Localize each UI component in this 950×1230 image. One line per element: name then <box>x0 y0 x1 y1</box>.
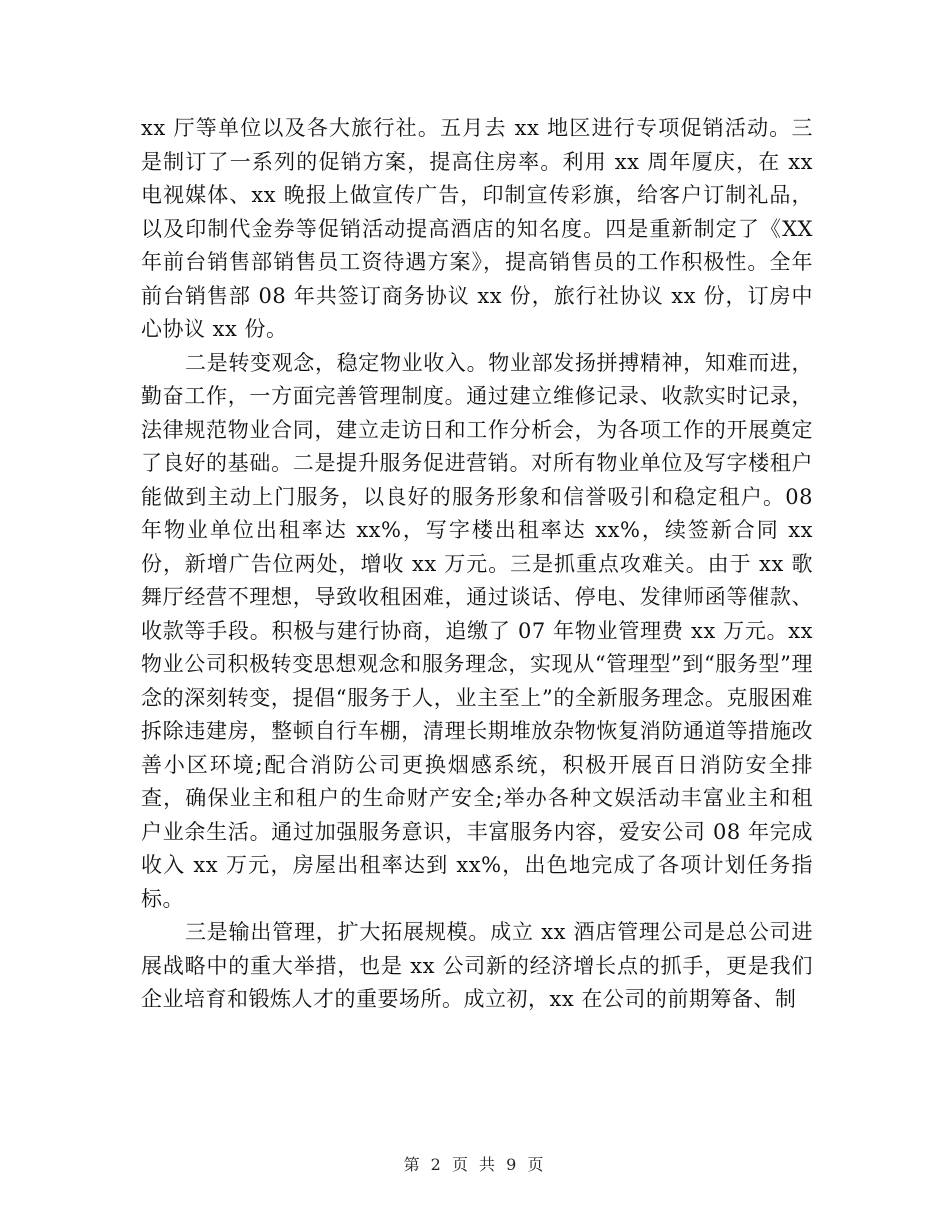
document-body <box>141 112 813 1017</box>
paragraph-continued: xx 厅等单位以及各大旅行社。五月去 xx 地区进行专项促销活动。三是制订了一系列的促销方案，提高住房率。利用 xx 周年厦庆，在 xx 电视媒体、xx 晚报上做宣传广告，印制宣传彩旗，给客户订制礼品，以及印制代金券等促销活动提高酒店的知名度。四是重新制定了《XX 年前台销售部销售员工资待遇方案》，提高销售员的工作积极性。全年前台销售部 08 年共签订商务协议 xx 份，旅行社协议 xx 份，订房中心协议 xx 份。 <box>141 116 813 341</box>
page-footer: 第 2 页 共 9 页 <box>403 1155 547 1174</box>
paragraph-property-income: 二是转变观念，稳定物业收入。物业部发扬拼搏精神，知难而进，勤奋工作，一方面完善管理制度。通过建立维修记录、收款实时记录，法律规范物业合同，建立走访日和工作分析会，为各项工作的开展奠定了良好的基础。二是提升服务促进营销。对所有物业单位及写字楼租户能做到主动上门服务，以良好的服务形象和信誉吸引和稳定租户。08 年物业单位出租率达 xx%，写字楼出租率达 xx%，续签新合同 xx 份，新增广告位两处，增收 xx 万元。三是抓重点攻难关。由于 xx 歌舞厅经营不理想，导致收租困难，通过谈话、停电、发律师函等催款、收款等手段。积极与建行协商，追缴了 07 年物业管理费 xx 万元。xx 物业公司积极转变思想观念和服务理念，实现从“管理型”到“服务型”理念的深刻转变，提倡“服务于人，业主至上”的全新服务理念。克服困难拆除违建房，整顿自行车棚，清理长期堆放杂物恢复消防通道等措施改善小区环境;配合消防公司更换烟感系统，积极开展百日消防安全排查，确保业主和租户的生命财产安全;举办各种文娱活动丰富业主和租户业余生活。通过加强服务意识，丰富服务内容，爱安公司 08 年完成收入 xx 万元，房屋出租率达到 xx%，出色地完成了各项计划任务指标。 <box>141 350 813 911</box>
paragraph-output-management: 三是输出管理，扩大拓展规模。成立 xx 酒店管理公司是总公司进展战略中的重大举措，也是 xx 公司新的经济增长点的抓手，更是我们企业培育和锻炼人才的重要场所。成立初，xx 在公司的前期筹备、制 <box>141 920 813 1011</box>
